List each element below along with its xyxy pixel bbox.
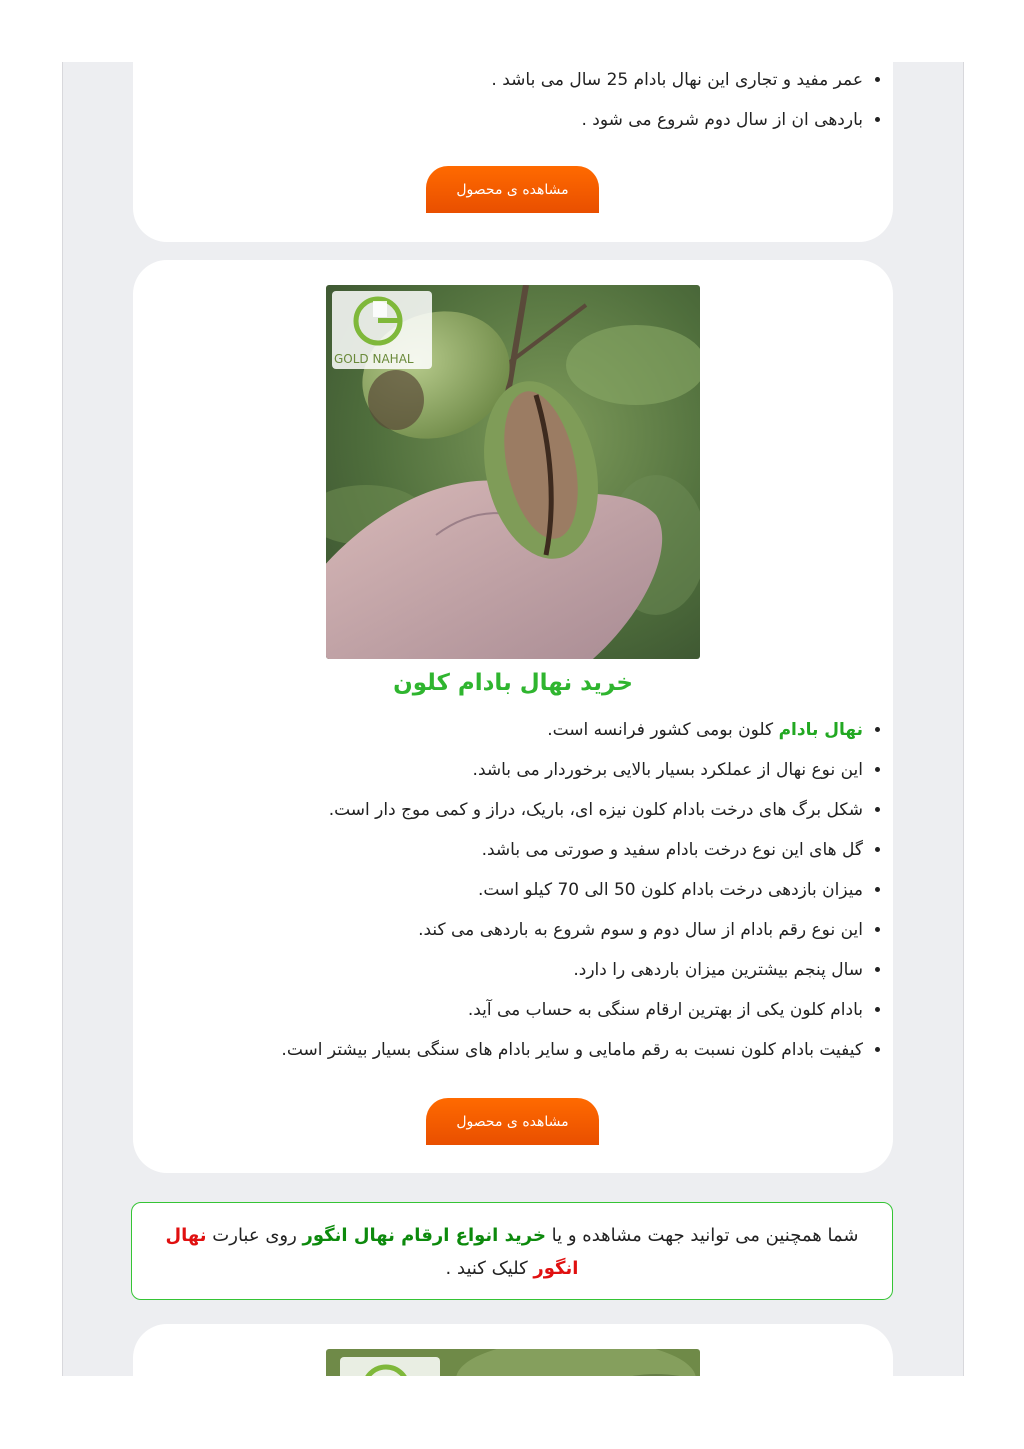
product-card-almond <box>133 260 893 1173</box>
list-item: • این نوع نهال از عملکرد بسیار بالایی برخوردار می باشد. <box>153 750 863 790</box>
list-item <box>153 710 863 750</box>
feature-list <box>133 710 893 1070</box>
list-item: • باردهی ان از سال دوم شروع می شود . <box>153 100 863 140</box>
product-title: خرید نهال بادام کلون <box>393 670 633 696</box>
list-item: • عمر مفید و تجاری این نهال بادام 25 سال می باشد . <box>153 62 863 100</box>
list-item: • سال پنجم بیشترین میزان باردهی را دارد. <box>153 950 863 990</box>
grape-seedling-note <box>131 1202 893 1300</box>
product-image[interactable] <box>326 1349 700 1376</box>
buy-grape-varieties-link[interactable]: خرید انواع ارقام نهال انگور <box>302 1225 546 1246</box>
almond-photo <box>326 285 700 659</box>
list-item: • کیفیت بادام کلون نسبت به رقم مامایی و سایر بادام های سنگی بسیار بیشتر است. <box>153 1030 863 1070</box>
list-item-text: کلون بومی کشور فرانسه است. <box>547 720 779 740</box>
product-card-next <box>133 1324 893 1376</box>
product-image[interactable] <box>326 285 700 659</box>
list-item: • بادام کلون یکی از بهترین ارقام سنگی به حساب می آید. <box>153 990 863 1030</box>
almond-seedling-link[interactable]: نهال بادام <box>778 720 863 740</box>
list-item: • این نوع رقم بادام از سال دوم و سوم شروع به باردهی می کند. <box>153 910 863 950</box>
page-background <box>62 62 964 1376</box>
view-product-button[interactable]: مشاهده ی محصول <box>426 1098 599 1145</box>
logo-text: GOLD NAHAL <box>334 352 414 366</box>
list-item: • میزان بازدهی درخت بادام کلون 50 الی 70 کیلو است. <box>153 870 863 910</box>
view-product-button[interactable]: مشاهده ی محصول <box>426 166 599 213</box>
list-item: • شکل برگ های درخت بادام کلون نیزه ای، باریک، دراز و کمی موج دار است. <box>153 790 863 830</box>
feature-list <box>133 62 893 140</box>
product-card-previous <box>133 62 893 242</box>
note-text: شما همچنین می توانید جهت مشاهده و یا <box>545 1225 859 1246</box>
grape-seedling-link[interactable]: نهال انگور <box>165 1225 579 1279</box>
list-item: • گل های این نوع درخت بادام سفید و صورتی می باشد. <box>153 830 863 870</box>
next-product-photo <box>326 1349 700 1376</box>
note-text: کلیک کنید . <box>445 1258 534 1279</box>
note-text: روی عبارت <box>206 1225 303 1246</box>
